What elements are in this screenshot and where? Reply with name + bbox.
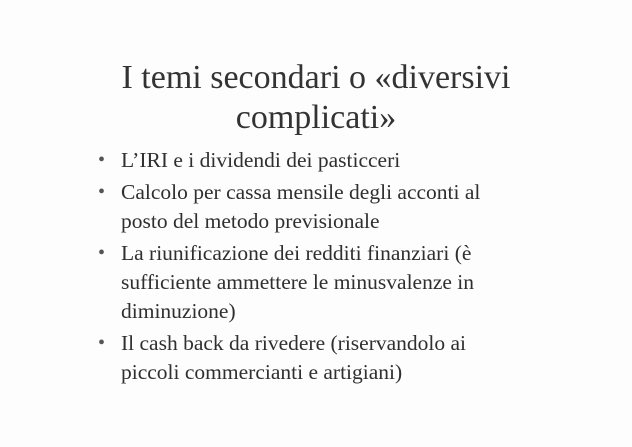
bullet-item-calcolo [98, 178, 598, 236]
bullet-list [98, 146, 598, 390]
bullet-text: posto del metodo previsionale [121, 209, 380, 233]
bullet-item-riunificazione [98, 239, 598, 326]
bullet-icon: • [98, 332, 106, 354]
bullet-text: La riunificazione dei redditi finanziari (è [121, 241, 472, 265]
bullet-text: diminuzione) [121, 299, 236, 323]
bullet-text: Il cash back da rivedere (riservandolo ai [121, 331, 467, 355]
bullet-text: L’IRI e i dividendi dei pasticceri [121, 148, 401, 172]
slide-title-line-2: complicati» [235, 99, 397, 136]
bullet-item-iri [98, 146, 598, 175]
slide-title-line-1: I temi secondari o «diversivi [121, 59, 511, 96]
bullet-icon: • [98, 242, 106, 264]
bullet-icon: • [98, 181, 106, 203]
bullet-text: piccoli commercianti e artigiani) [121, 360, 403, 384]
slide-title [0, 58, 632, 138]
bullet-icon: • [98, 149, 106, 171]
bullet-item-cash-back [98, 329, 598, 387]
bullet-text: sufficiente ammettere le minusvalenze in [121, 270, 475, 294]
bullet-text: Calcolo per cassa mensile degli acconti al [121, 180, 481, 204]
